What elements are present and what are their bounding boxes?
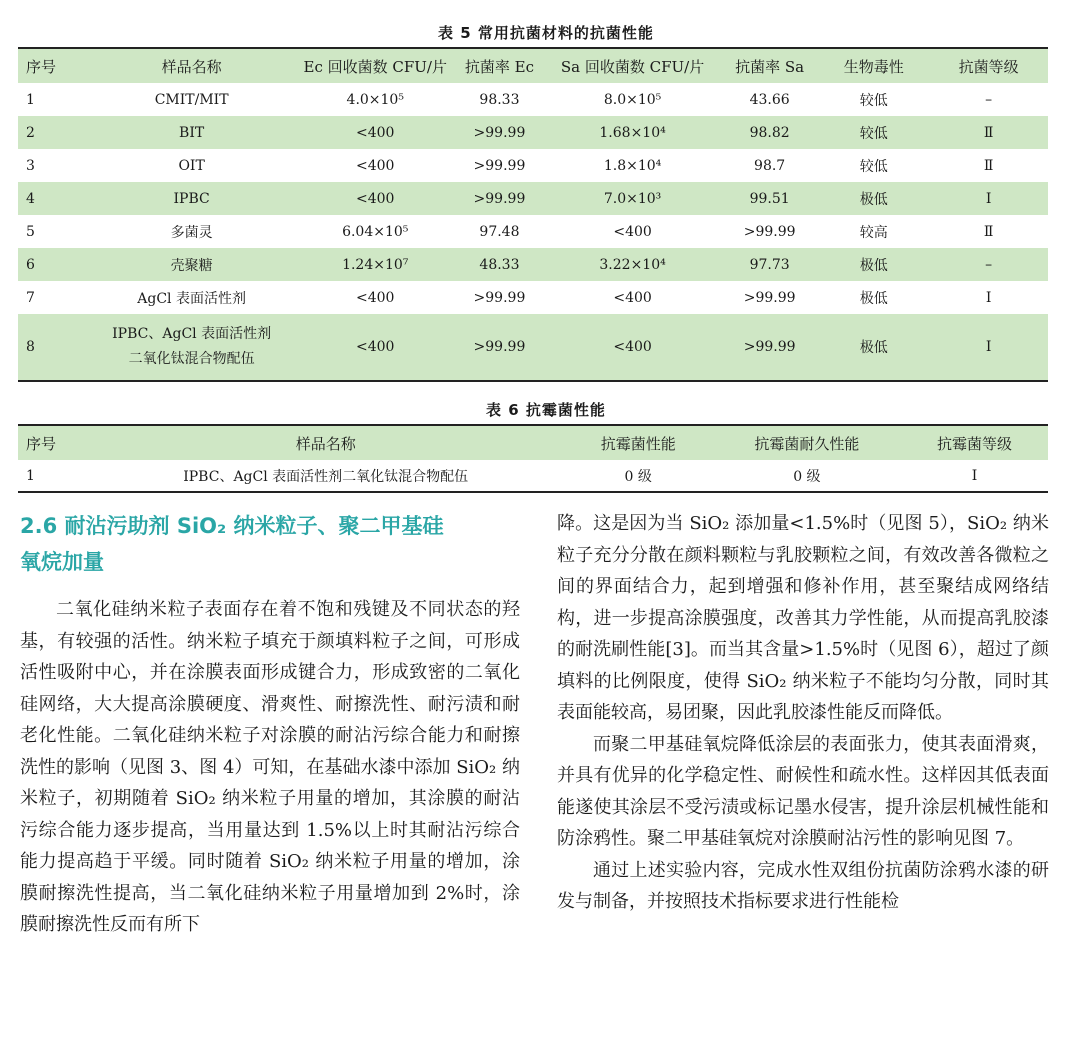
column-header: 序号 (18, 425, 88, 460)
table-cell: 0 级 (793, 468, 821, 485)
table-cell: 48.33 (455, 248, 545, 281)
body-paragraph: 降。这是因为当 SiO₂ 添加量<1.5%时（见图 5），SiO₂ 纳米粒子充分分散在颜料颗粒与乳胶颗粒之间，有效改善各微粒之间的界面结合力，起到增强和修补作用，甚至聚结成网络结构，进一步提高涂膜强度，改善其力学性能，从而提高乳胶漆的耐洗刷性能[3]。而当其含量>1.5%时（见图 6），超过了颜填料的比例限度，使得 SiO₂ 纳米粒子不能均匀分散，同时其表面能较高，易团聚，因此乳胶漆性能反而降低。 (557, 513, 1049, 723)
table-cell: Ⅱ (983, 157, 994, 174)
table-cell: – (929, 248, 1048, 281)
table-cell: >99.99 (473, 157, 526, 174)
antibacterial-table (18, 47, 1048, 382)
table-cell: 6 (18, 248, 87, 281)
table-cell: >99.99 (455, 314, 545, 381)
table-cell: IPBC (87, 182, 295, 215)
table-cell: 98.7 (754, 157, 786, 174)
column-header: 序号 (18, 48, 87, 83)
table-cell: 8.0×10⁵ (603, 91, 662, 108)
table-row (18, 215, 1048, 248)
body-paragraph: 二氧化硅纳米粒子表面存在着不饱和残键及不同状态的羟基，有较强的活性。纳米粒子填充于颜填料粒子之间，可形成活性吸附中心，并在涂膜表面形成键合力，形成致密的二氧化硅网络，大大提高涂膜硬度、滑爽性、耐擦洗性、耐污渍和耐老化性能。二氧化硅纳米粒子对涂膜的耐沾污综合能力和耐擦洗性的影响（见图 3、图 4）可知，在基础水漆中添加 SiO₂ 纳米粒子，初期随着 SiO₂ 纳米粒子用量的增加，其涂膜的耐沾污综合能力逐步提高，当用量达到 1.5%以上时其耐沾污综合能力提高趋于平缓。同时随着 SiO₂ 纳米粒子用量的增加，涂膜耐擦洗性提高，当二氧化硅纳米粒子用量增加到 2%时，涂膜耐擦洗性反而有所下 (20, 599, 520, 935)
table-cell: 1 (26, 91, 35, 108)
table-cell: 43.66 (749, 91, 790, 108)
table-cell: 1.8×10⁴ (603, 157, 662, 174)
table-cell: <400 (356, 157, 395, 174)
column-header: 抗菌率 Ec (455, 48, 545, 83)
table-cell: 4.0×10⁵ (346, 91, 404, 108)
table-cell: BIT (87, 116, 295, 149)
table-cell: Ⅰ (929, 314, 1048, 381)
table-cell: <400 (296, 116, 455, 149)
table-cell: 较高 (859, 224, 888, 241)
table-row (18, 83, 1048, 116)
left-column (20, 508, 520, 941)
table-cell: <400 (296, 182, 455, 215)
table-cell: IPBC、AgCl 表面活性剂二氧化钛混合物配伍 (183, 468, 469, 485)
table-cell: Ⅰ (971, 467, 978, 484)
table-cell: 6.04×10⁵ (342, 223, 409, 240)
table-cell: Ⅱ (983, 223, 994, 240)
table-cell: 7 (26, 289, 35, 306)
table-cell: >99.99 (455, 116, 545, 149)
column-header: 抗菌等级 (929, 48, 1048, 83)
table-row (18, 248, 1048, 281)
table-cell: 壳聚糖 (87, 248, 295, 281)
table-cell: 0 级 (624, 468, 652, 485)
table-cell: 极低 (818, 182, 929, 215)
table-cell: AgCl 表面活性剂 (137, 290, 246, 307)
right-column (557, 508, 1049, 918)
table-cell: 3.22×10⁴ (544, 248, 721, 281)
table-header-row (18, 48, 1048, 83)
table-cell: >99.99 (743, 223, 796, 240)
table-cell: <400 (356, 289, 395, 306)
column-header: 抗霉菌等级 (901, 425, 1048, 460)
table-cell: 较低 (859, 92, 888, 109)
column-header: 抗霉菌耐久性能 (713, 425, 901, 460)
table-row (18, 314, 1048, 381)
table-cell: <400 (544, 314, 721, 381)
column-header: 生物毒性 (818, 48, 929, 83)
table-cell: Ⅱ (929, 116, 1048, 149)
table-cell: >99.99 (743, 289, 796, 306)
table-cell: 3 (26, 157, 35, 174)
column-header: 抗菌率 Sa (721, 48, 818, 83)
table-cell: 1 (26, 467, 35, 484)
table-cell: <400 (296, 314, 455, 381)
name-line: IPBC、AgCl 表面活性剂 (112, 326, 272, 342)
table-cell: OIT (178, 157, 205, 174)
table-cell: – (985, 91, 993, 108)
table-row (18, 116, 1048, 149)
table-cell: 极低 (818, 314, 929, 381)
column-header: Ec 回收菌数 CFU/片 (296, 48, 455, 83)
table5-caption: 表 5 常用抗菌材料的抗菌性能 (438, 24, 654, 42)
column-header: 抗霉菌性能 (564, 425, 713, 460)
table-cell: 极低 (818, 248, 929, 281)
section-heading (20, 508, 520, 580)
heading-line: 2.6 耐沾污助剂 SiO₂ 纳米粒子、聚二甲基硅 (20, 514, 444, 538)
table-cell: 1.68×10⁴ (544, 116, 721, 149)
table-header-row (18, 425, 1048, 460)
table-cell: 98.33 (479, 91, 520, 108)
table-cell: <400 (613, 223, 652, 240)
body-paragraph: 而聚二甲基硅氧烷降低涂层的表面张力，使其表面滑爽，并具有优异的化学稳定性、耐候性和疏水性。这样因其低表面能遂使其涂层不受污渍或标记墨水侵害，提升涂层机械性能和防涂鸦性。聚二甲基硅氧烷对涂膜耐沾污性的影响见图 7。 (557, 733, 1049, 849)
table-row (18, 281, 1048, 314)
column-header: 样品名称 (88, 425, 564, 460)
table-cell: CMIT/MIT (154, 91, 229, 108)
heading-line: 氧烷加量 (20, 550, 104, 574)
table-cell: 多菌灵 (170, 224, 213, 241)
table-cell: Ⅰ (985, 289, 992, 306)
antifungal-table (18, 424, 1048, 493)
column-header: Sa 回收菌数 CFU/片 (544, 48, 721, 83)
table-cell: 极低 (859, 290, 888, 307)
table-cell: Ⅰ (929, 182, 1048, 215)
table-cell: >99.99 (721, 314, 818, 381)
table6-caption: 表 6 抗霉菌性能 (486, 401, 606, 419)
table-cell: 7.0×10³ (544, 182, 721, 215)
table-cell: 99.51 (721, 182, 818, 215)
name-line: 二氧化钛混合物配伍 (128, 351, 255, 367)
table-cell: <400 (613, 289, 652, 306)
table-cell: >99.99 (455, 182, 545, 215)
table-cell: 8 (18, 314, 87, 381)
table-cell: 1.24×10⁷ (296, 248, 455, 281)
table-row (18, 460, 1048, 492)
body-paragraph: 通过上述实验内容，完成水性双组份抗菌防涂鸦水漆的研发与制备，并按照技术指标要求进行性能检 (557, 859, 1049, 912)
table-cell (87, 314, 295, 381)
table-cell: 较低 (818, 116, 929, 149)
table-cell: 4 (18, 182, 87, 215)
table-cell: 98.82 (721, 116, 818, 149)
table-row (18, 182, 1048, 215)
table-cell: 2 (18, 116, 87, 149)
table-cell: 97.73 (721, 248, 818, 281)
table-cell: >99.99 (473, 289, 526, 306)
table-cell: 97.48 (479, 223, 520, 240)
table-row (18, 149, 1048, 182)
table-cell: 5 (26, 223, 35, 240)
column-header: 样品名称 (87, 48, 295, 83)
table-cell: 较低 (859, 158, 888, 175)
